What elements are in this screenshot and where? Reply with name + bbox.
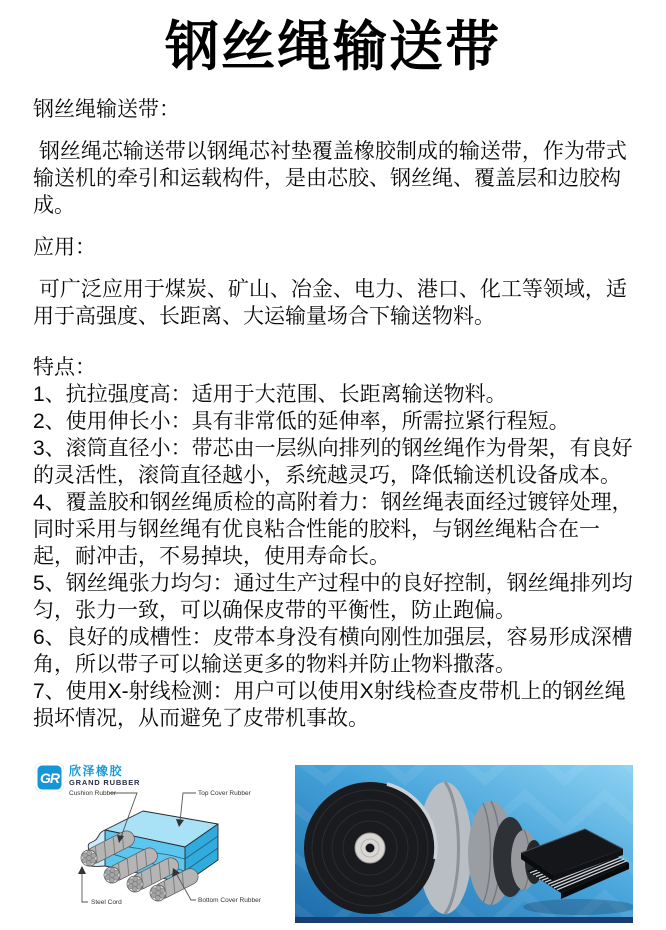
- features-section: [33, 354, 633, 732]
- document-body: [33, 96, 633, 760]
- product-photo-svg: [295, 765, 633, 923]
- intro-heading: 钢丝绳输送带：: [33, 98, 180, 121]
- figures-row: [33, 763, 633, 925]
- label-steel-cord: Steel Cord: [91, 899, 122, 906]
- application-heading: 应用：: [33, 236, 96, 259]
- label-top-cover-rubber: Top Cover Rubber: [198, 790, 251, 797]
- feature-item: 1、抗拉强度高：适用于大范围、长距离输送物料。: [33, 383, 507, 406]
- steel-cord-arrow: [78, 866, 86, 874]
- intro-paragraph: 钢丝绳芯输送带以钢绳芯衬垫覆盖橡胶制成的输送带，作为带式输送机的牵引和运载构件，是由芯胶、钢丝绳、覆盖层和边胶构成。: [33, 140, 627, 217]
- feature-item: 2、使用伸长小：具有非常低的延伸率，所需拉紧行程短。: [33, 410, 570, 433]
- brand-name-cn: 欣泽橡胶: [69, 764, 124, 778]
- feature-item: 3、滚筒直径小：带芯由一层纵向排列的钢丝绳作为骨架，有良好的灵活性，滚筒直径越小，系统越灵巧，降低输送机设备成本。: [33, 437, 633, 487]
- logo-gr-icon: GR: [35, 763, 64, 792]
- application-paragraph: 可广泛应用于煤炭、矿山、冶金、电力、港口、化工等领域，适用于高强度、长距离、大运输量场合下输送物料。: [33, 278, 627, 328]
- brand-name-en: GRAND RUBBER: [69, 778, 141, 787]
- label-cushion-rubber: Cushion Rubber: [69, 790, 116, 797]
- label-bottom-cover-rubber: Bottom Cover Rubber: [198, 897, 261, 904]
- product-photo: [295, 765, 633, 923]
- roll-hub-hole: [366, 844, 375, 853]
- photo-bottom-bar: [295, 917, 633, 923]
- features-heading: 特点：: [33, 356, 96, 379]
- features-list: [33, 381, 633, 732]
- feature-item: 6、良好的成槽性：皮带本身没有横向刚性加强层，容易形成深槽角，所以带子可以输送更多的物料并防止物料撒落。: [33, 626, 633, 676]
- brand-logo: [35, 763, 140, 792]
- page-title: 钢丝绳输送带: [165, 17, 501, 77]
- feature-item: 5、钢丝绳张力均匀：通过生产过程中的良好控制，钢丝绳排列均匀，张力一致，可以确保皮带的平衡性，防止跑偏。: [33, 572, 633, 622]
- steel-cord-leader-line: [82, 871, 88, 902]
- feature-item: 4、覆盖胶和钢丝绳质检的高附着力：钢丝绳表面经过镀锌处理，同时采用与钢丝绳有优良粘合性能的胶料，与钢丝绳粘合在一起，耐冲击，不易掉块，使用寿命长。: [33, 491, 633, 568]
- feature-item: 7、使用X-射线检测：用户可以使用X射线检查皮带机上的钢丝绳损坏情况，从而避免了皮带机事故。: [33, 680, 626, 730]
- belt-structure-diagram: [33, 763, 263, 925]
